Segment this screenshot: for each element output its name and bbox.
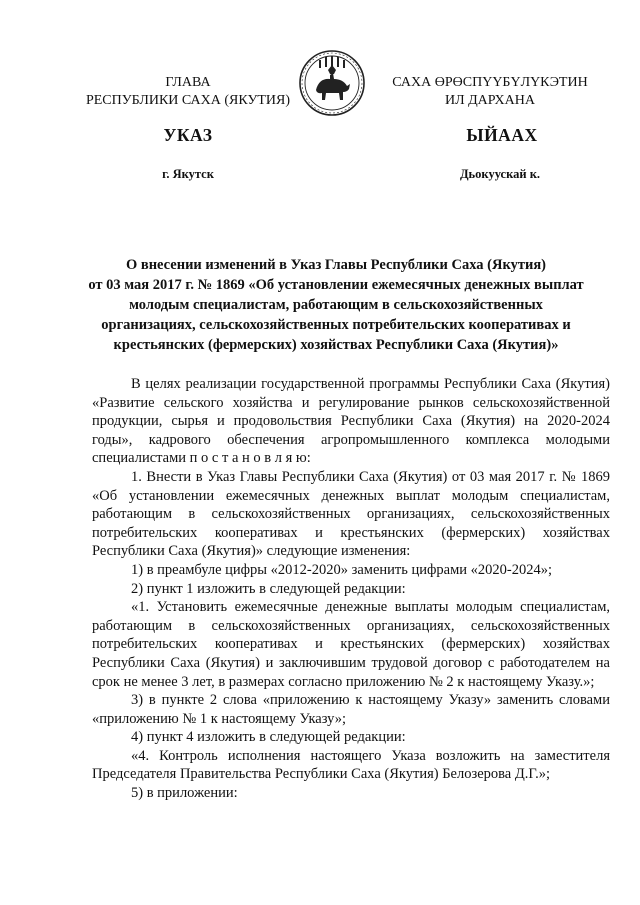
city-left: г. Якутск — [162, 167, 214, 181]
title-line: О внесении изменений в Указ Главы Республики Саха (Якутия) — [125, 257, 547, 273]
header-right-block — [362, 74, 618, 110]
document-kind-left: УКАЗ — [163, 125, 213, 145]
header-right-line1: САХА ӨРӨСПYYБYЛYКЭТИН — [392, 75, 588, 90]
decree-body — [92, 375, 610, 803]
city-right: Дьокуускай к. — [459, 167, 541, 181]
body-paragraph-subitem-3: 3) в пункте 2 слова «приложению к настоящему Указу» заменить словами «приложению № 1 к настоящему Указу»; — [92, 692, 610, 727]
header-right-line2: ИЛ ДАРХАНА — [444, 93, 535, 108]
title-line: молодым специалистам, работающим в сельскохозяйственных — [129, 297, 543, 313]
body-paragraph-item-1: 1. Внести в Указ Главы Республики Саха (Якутия) от 03 мая 2017 г. № 1869 «Об установлении ежемесячных денежных выплат молодым специалистам, работающим в сельскохозяйственных организациях, сельскохозяйственных потребительских кооперативах и крестьянских (фермерских) хозяйствах Республики Саха (Якутия)» следующие изменения: — [92, 468, 610, 560]
header-left-block — [68, 74, 308, 110]
body-paragraph-preamble: В целях реализации государственной программы Республики Саха (Якутия) «Развитие сельского хозяйства и регулирование рынков сельскохозяйственной продукции, сырья и продовольствия Республики Саха (Якутия) на 2020-2024 годы», кадрового обеспечения агропромышленного комплекса молодыми специалистами п о с т а н о в л я ю: — [92, 376, 610, 467]
coat-of-arms-icon — [297, 48, 367, 118]
body-paragraph-subitem-2: 2) пункт 1 изложить в следующей редакции: — [131, 580, 406, 597]
title-line: организациях, сельскохозяйственных потребительских кооперативах и — [101, 317, 571, 333]
body-paragraph-quote-1: «1. Установить ежемесячные денежные выплаты молодым специалистам, работающим в сельскохозяйственных организациях, сельскохозяйственных потребительских кооперативах и крестьянских (фермерских) хозяйствах Республики Саха (Якутия) и заключившим трудовой договор с работодателем на срок не менее 3 лет, в размерах согласно приложению № 2 к настоящему Указу.»; — [92, 599, 610, 690]
body-paragraph-quote-4: «4. Контроль исполнения настоящего Указа возложить на заместителя Председателя Правительства Республики Саха (Якутия) Белозерова Д.Г.»; — [92, 747, 610, 783]
decree-title — [86, 255, 586, 355]
body-paragraph-subitem-1: 1) в преамбуле цифры «2012-2020» заменить цифрами «2020-2024»; — [131, 561, 553, 578]
header-left-line2: РЕСПУБЛИКИ САХА (ЯКУТИЯ) — [85, 93, 291, 108]
document-kind-right: ЫЙААХ — [466, 125, 538, 145]
body-paragraph-subitem-5: 5) в приложении: — [131, 785, 238, 802]
body-paragraph-subitem-4: 4) пункт 4 изложить в следующей редакции: — [131, 729, 406, 746]
title-line: крестьянских (фермерских) хозяйствах Республики Саха (Якутия)» — [113, 337, 559, 353]
header-left-line1: ГЛАВА — [165, 75, 211, 90]
title-line: от 03 мая 2017 г. № 1869 «Об установлении ежемесячных денежных выплат — [88, 277, 584, 293]
